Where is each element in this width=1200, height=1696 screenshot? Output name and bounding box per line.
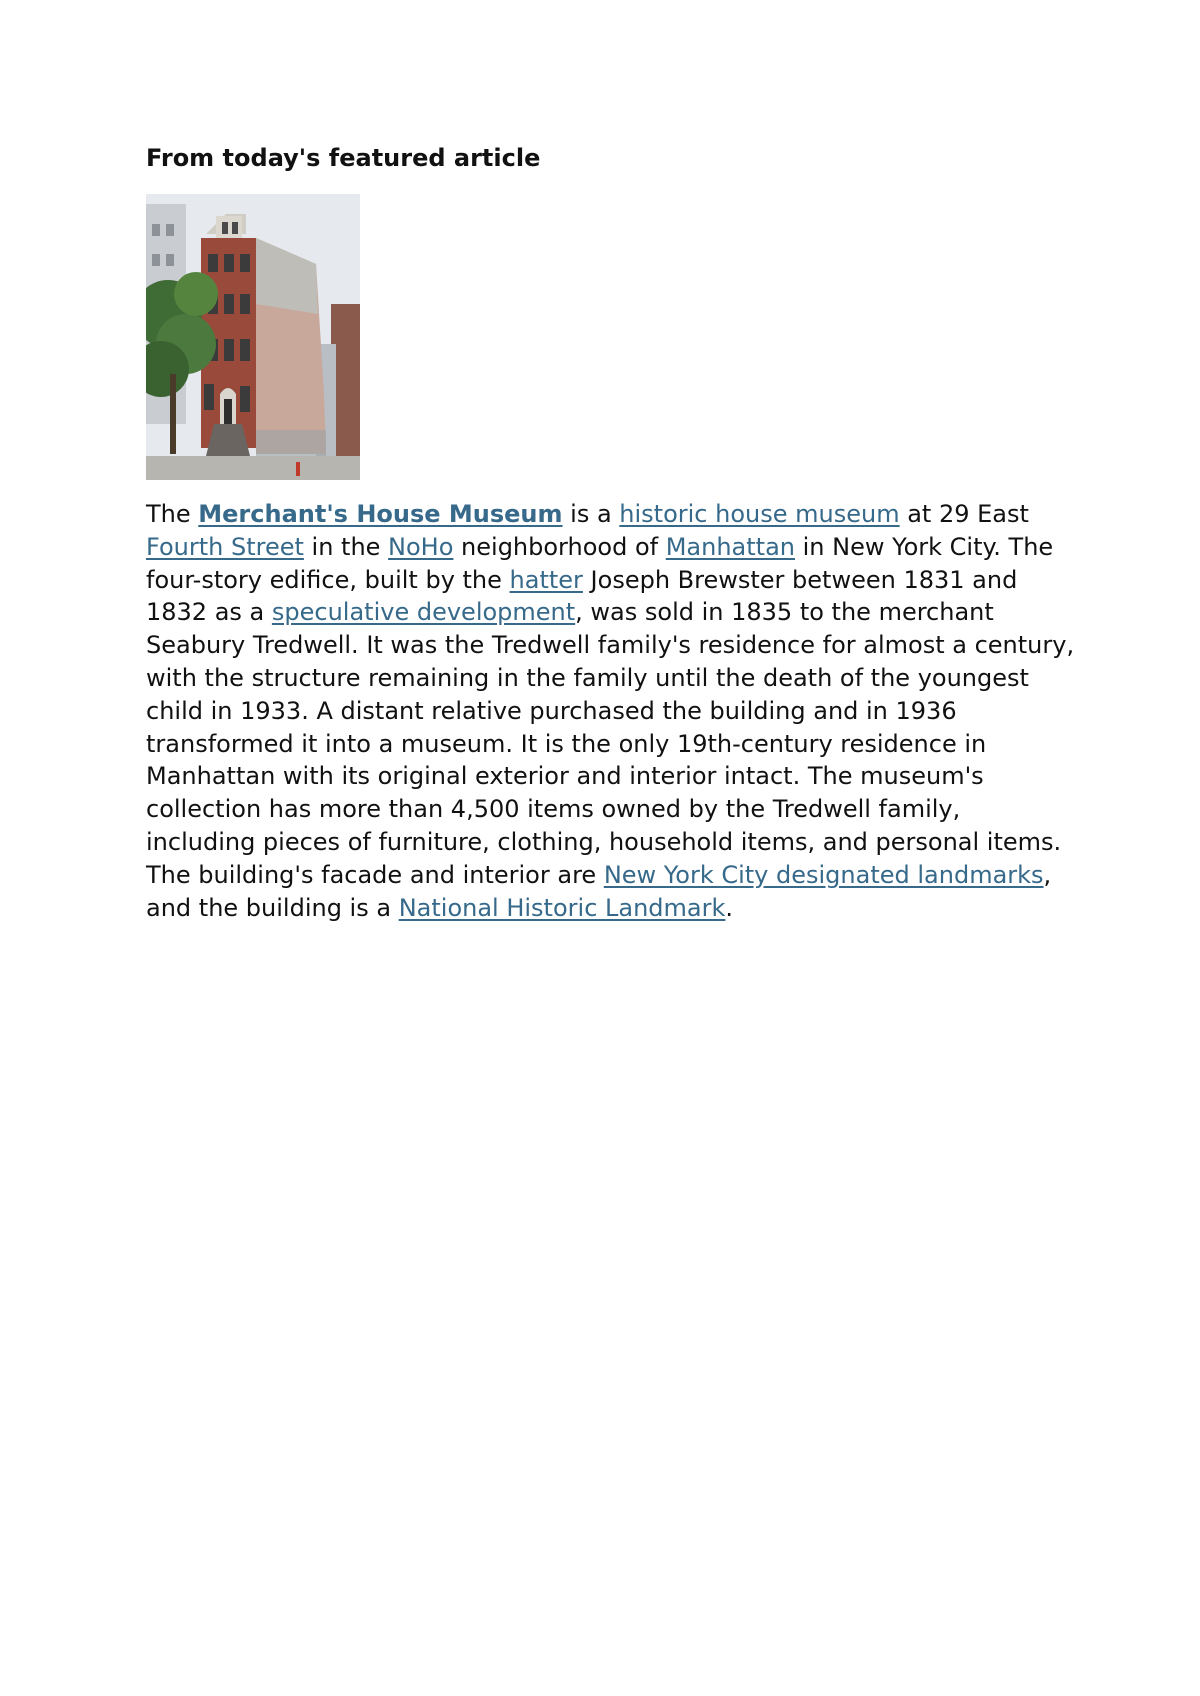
link-historic-house-museum[interactable]: historic house museum [619,500,900,528]
link-manhattan[interactable]: Manhattan [665,532,795,561]
featured-image[interactable] [146,194,360,480]
link-speculative-development[interactable]: speculative development [271,598,576,627]
link-hatter[interactable]: hatter [509,565,583,594]
featured-article-section [146,142,1076,924]
building-photo [146,194,360,480]
article-text: , and the building is a [146,860,1052,922]
link-merchants-house-museum[interactable]: Merchant's House Museum [198,500,563,528]
link-national-historic-landmark[interactable]: National Historic Landmark [398,893,726,922]
article-text: Joseph Brewster between 1831 and 1832 as a [146,565,1018,627]
link-nyc-designated-landmarks[interactable]: New York City designated landmarks [603,860,1044,889]
article-text: at 29 East [899,500,1029,528]
link-fourth-street[interactable]: Fourth Street [146,532,304,561]
article-text: in New York City. The four-story edifice, built by the [146,532,1054,594]
section-heading: From today's featured article [146,144,541,172]
article-text: . [725,893,734,922]
article-text: in the [303,532,389,561]
article-text: The [146,500,199,528]
link-noho[interactable]: NoHo [388,532,454,561]
article-body [146,498,1076,924]
article-text: , was sold in 1835 to the merchant Seabury Tredwell. It was the Tredwell family's residence for almost a century, with the structure remaining in the family until the death of the youngest child in 1933. A distant relative purchased the building and in 1936 transformed it into a museum. It is the only 19th-century residence in Manhattan with its original exterior and interior intact. The museum's collection has more than 4,500 items owned by the Tredwell family, including pieces of furniture, clothing, household items, and personal items. The building's facade and interior are [146,598,1075,889]
article-text: is a [562,500,620,528]
article-text: neighborhood of [453,532,666,561]
